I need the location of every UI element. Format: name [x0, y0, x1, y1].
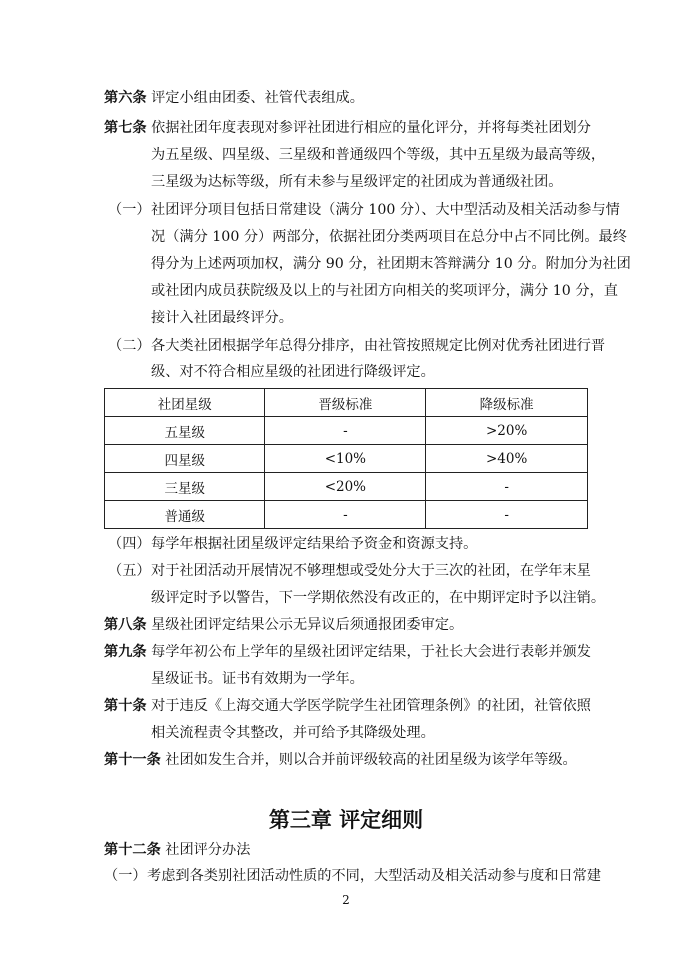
table-cell: 四星级	[105, 445, 265, 473]
clause-1-line-4: 或社团内成员获院级及以上的与社团方向相关的奖项评分，满分 10 分，直	[151, 283, 618, 299]
table-cell: >20%	[426, 417, 588, 445]
article-text: 每学年初公布上学年的星级社团评定结果，于社长大会进行表彰并颁发	[151, 644, 591, 660]
article-9	[104, 642, 591, 662]
clause-12-1-label: （一）	[104, 868, 147, 884]
table-cell: -	[265, 501, 426, 529]
star-level-table	[104, 388, 588, 529]
table-row	[105, 473, 588, 501]
article-10	[104, 696, 591, 716]
clause-5-line-1: 对于社团活动开展情况不够理想或受处分大于三次的社团，在学年末星	[151, 563, 591, 579]
article-text: 对于违反《上海交通大学医学院学生社团管理条例》的社团，社管依照	[151, 698, 591, 714]
article-6	[104, 88, 364, 108]
article-label: 第六条	[104, 90, 147, 106]
article-7-line-2: 为五星级、四星级、三星级和普通级四个等级，其中五星级为最高等级，	[151, 147, 606, 163]
article-7	[104, 118, 591, 138]
article-label: 第八条	[104, 617, 147, 633]
article-7-line-3: 三星级为达标等级，所有未参与星级评定的社团成为普通级社团。	[151, 174, 563, 190]
table-cell: <10%	[265, 445, 426, 473]
page-number: 2	[342, 893, 350, 907]
article-text: 评定小组由团委、社管代表组成。	[151, 90, 364, 106]
article-text: 社团评分办法	[165, 842, 251, 858]
article-10-line-2: 相关流程责令其整改，并可给予其降级处理。	[151, 725, 435, 741]
clause-12-1-text: 考虑到各类别社团活动性质的不同，大型活动及相关活动参与度和日常建	[147, 868, 602, 884]
clause-5-label: （五）	[108, 563, 151, 579]
table-row	[105, 417, 588, 445]
clause-1-label: （一）	[108, 202, 151, 218]
clause-1-line-2: 况（满分 100 分）两部分，依据社团分类两项目在总分中占不同比例。最终	[151, 229, 627, 245]
table-cell: -	[426, 473, 588, 501]
article-label: 第十一条	[104, 752, 161, 768]
clause-1-line-5: 接计入社团最终评分。	[151, 310, 293, 326]
table-cell: -	[265, 417, 426, 445]
article-8	[104, 615, 463, 635]
table-header: 降级标准	[426, 389, 588, 417]
clause-4-label: （四）	[108, 536, 151, 552]
table-header-row	[105, 389, 588, 417]
article-12	[104, 840, 250, 860]
table-cell: 三星级	[105, 473, 265, 501]
table-cell: <20%	[265, 473, 426, 501]
clause-5-line-2: 级评定时予以警告，下一学期依然没有改正的，在中期评定时予以注销。	[151, 590, 606, 606]
clause-2-line-1: 各大类社团根据学年总得分排序，由社管按照规定比例对优秀社团进行晋	[151, 338, 606, 354]
article-11	[104, 750, 577, 770]
article-text: 社团如发生合并，则以合并前评级较高的社团星级为该学年等级。	[165, 752, 577, 768]
table-row	[105, 445, 588, 473]
clause-1-line-1: 社团评分项目包括日常建设（满分 100 分）、大中型活动及相关活动参与情	[151, 202, 620, 218]
article-label: 第九条	[104, 644, 147, 660]
article-text: 依据社团年度表现对参评社团进行相应的量化评分，并将每类社团划分	[151, 120, 591, 136]
table-header: 社团星级	[105, 389, 265, 417]
table-header: 晋级标准	[265, 389, 426, 417]
chapter-title: 第三章 评定细则	[268, 808, 424, 832]
clause-2-line-2: 级、对不符合相应星级的社团进行降级评定。	[151, 364, 435, 380]
clause-1-line-3: 得分为上述两项加权，满分 90 分，社团期末答辩满分 10 分。附加分为社团	[151, 256, 631, 272]
article-label: 第十二条	[104, 842, 161, 858]
table-cell: 五星级	[105, 417, 265, 445]
article-label: 第十条	[104, 698, 147, 714]
article-label: 第七条	[104, 120, 147, 136]
table-row	[105, 501, 588, 529]
article-text: 星级社团评定结果公示无异议后须通报团委审定。	[151, 617, 464, 633]
article-9-line-2: 星级证书。证书有效期为一学年。	[151, 671, 364, 687]
table-cell: 普通级	[105, 501, 265, 529]
clause-2-label: （二）	[108, 338, 151, 354]
clause-4-text: 每学年根据社团星级评定结果给予资金和资源支持。	[151, 536, 478, 552]
table-cell: -	[426, 501, 588, 529]
table-cell: >40%	[426, 445, 588, 473]
